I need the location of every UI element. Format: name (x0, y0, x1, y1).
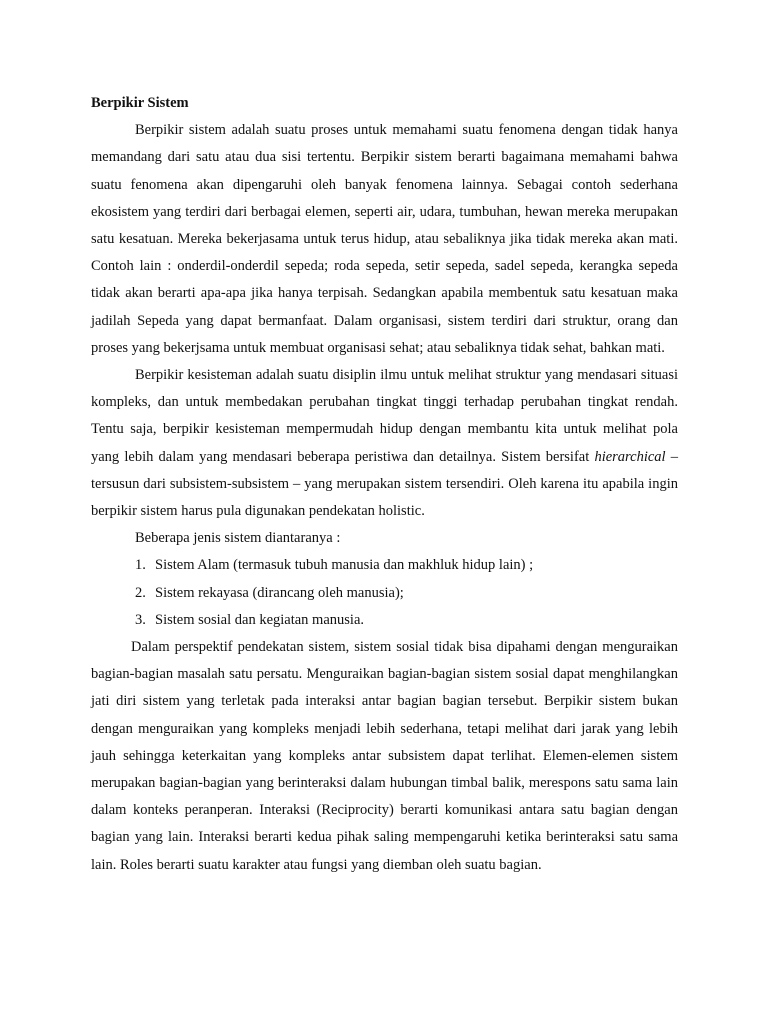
list-item-text: Sistem rekayasa (dirancang oleh manusia); (155, 584, 404, 601)
list-item (135, 580, 678, 607)
list-item-number: 2. (135, 584, 146, 601)
paragraph-2-italic-term: hierarchical (594, 448, 666, 465)
paragraph-2-text-a: Berpikir kesisteman adalah suatu disiplin ilmu untuk melihat struktur yang mendasari situasi kompleks, dan untuk membedakan perubahan tingkat tinggi terhadap perubahan tingkat rendah. Tentu saja, berpikir kesisteman mempermudah hidup dengan membantu kita untuk melihat pola yang lebih dalam yang mendasari beberapa peristiwa dan detailnya. Sistem bersifat (91, 367, 678, 465)
system-types-list (91, 552, 678, 634)
paragraph-2-text-b: – tersusun dari subsistem-subsistem – yang merupakan sistem tersendiri. Oleh karena itu apabila ingin berpikir sistem harus pula digunakan pendekatan holistic. (91, 448, 679, 520)
paragraph-3: Dalam perspektif pendekatan sistem, sistem sosial tidak bisa dipahami dengan menguraikan bagian-bagian masalah satu persatu. Menguraikan bagian-bagian sistem sosial dapat menghilangkan jati diri sistem yang terletak pada interaksi antar bagian bagian tersebut. Berpikir sistem bukan dengan menguraikan yang kompleks menjadi lebih sederhana, tetapi melihat dari jarak yang lebih jauh sehingga keterkaitan yang kompleks antar subsistem dapat terlihat. Elemen-elemen sistem merupakan bagian-bagian yang berinteraksi dalam hubungan timbal balik, merespons satu sama lain dalam konteks peranperan. Interaksi (Reciprocity) berarti komunikasi antara satu bagian dengan bagian yang lain. Interaksi berarti kedua pihak saling mempengaruhi ketika berinteraksi satu sama lain. Roles berarti suatu karakter atau fungsi yang diemban oleh suatu bagian. (91, 639, 678, 873)
list-item (135, 552, 678, 579)
list-item (135, 607, 678, 634)
paragraph-2 (91, 362, 678, 525)
paragraph-1: Berpikir sistem adalah suatu proses untuk memahami suatu fenomena dengan tidak hanya memandang dari satu atau dua sisi tertentu. Berpikir sistem berarti bagaimana memahami bahwa suatu fenomena akan dipengaruhi oleh banyak fenomena lainnya. Sebagai contoh sederhana ekosistem yang terdiri dari berbagai elemen, seperti air, udara, tumbuhan, hewan mereka merupakan satu kesatuan. Mereka bekerjasama untuk terus hidup, atau sebaliknya jika tidak mereka akan mati. Contoh lain : onderdil-onderdil sepeda; roda sepeda, setir sepeda, sadel sepeda, kerangka sepeda tidak akan berarti apa-apa jika hanya terpisah. Sedangkan apabila membentuk satu kesatuan maka jadilah Sepeda yang dapat bermanfaat. Dalam organisasi, sistem terdiri dari struktur, orang dan proses yang bekerjsama untuk membuat organisasi sehat; atau sebaliknya tidak sehat, bahkan mati. (91, 122, 678, 356)
list-item-text: Sistem sosial dan kegiatan manusia. (155, 611, 365, 628)
list-intro: Beberapa jenis sistem diantaranya : (135, 530, 341, 547)
document-page (91, 90, 678, 879)
list-item-text: Sistem Alam (termasuk tubuh manusia dan makhluk hidup lain) ; (155, 557, 534, 574)
list-item-number: 3. (135, 611, 146, 628)
list-item-number: 1. (135, 557, 146, 574)
document-title: Berpikir Sistem (91, 95, 189, 111)
